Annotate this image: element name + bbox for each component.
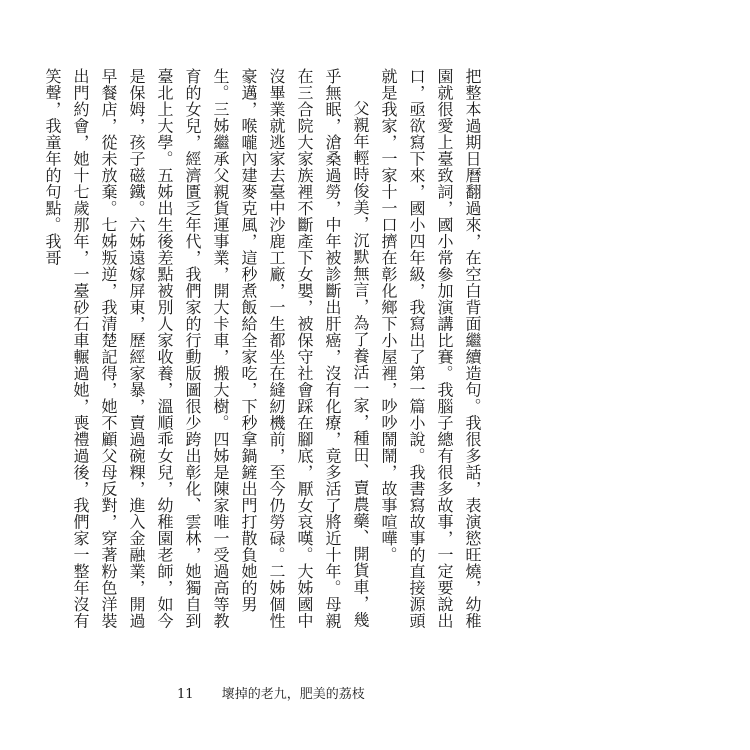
page-number: 11 — [177, 687, 194, 702]
page-footer — [177, 683, 365, 702]
paragraph-2: 父親年輕時俊美，沉默無言，為了養活一家，種田、賣農藥、開貨車，幾乎無眠，滄桑過勞，中年被診斷出肝癌，沒有化療，竟多活了將近十年。母親在三合院大家族裡不斷產下女嬰，被保守社會踩在腳底，厭女哀嘆。大姊國中沒畢業就逃家去臺中沙鹿工廠，一生都坐在縫紉機前，至今仍勞碌。二姊個性豪邁，喉嚨內建麥克風，這秒煮飯給全家吃，下秒拿鍋鏟出門打散負她的男生。三姊繼承父親貨運事業，開大卡車，搬大樹。四姊是陳家唯一受過高等教育的女兒，經濟匱乏年代，我們家的行動版圖很少跨出彰化、雲林，她獨自到臺北上大學。五姊出生後差點被別人家收養，溫順乖女兒，幼稚園老師，如今是保姆，孩子磁鐵。六姊遠嫁屏東，歷經家暴，賣過碗粿，進入金融業，開過早餐店，從未放棄。七姊叛逆，我清楚記得，她不顧父母反對，穿著粉色洋裝出門約會，她十七歲那年，一臺砂石車輾過她，喪禮過後，我們家一整年沒有笑聲，我童年的句點。我哥 — [43, 68, 370, 629]
vertical-text-block — [38, 68, 486, 634]
paragraph-1: 把整本過期日曆翻過來，在空白背面繼續造句。我很多話，表演慾旺燒，幼稚園就很愛上臺致詞，國小常參加演講比賽。我腦子總有很多故事，一定要說出口，亟欲寫下來，國小四年級，我寫出了第一篇小說。我書寫故事的直接源頭就是我家，一家十一口擠在彰化鄉下小屋裡，吵吵鬧鬧，故事喧嘩。 — [379, 68, 482, 629]
running-title: 壞掉的老九，肥美的荔枝 — [221, 687, 365, 702]
